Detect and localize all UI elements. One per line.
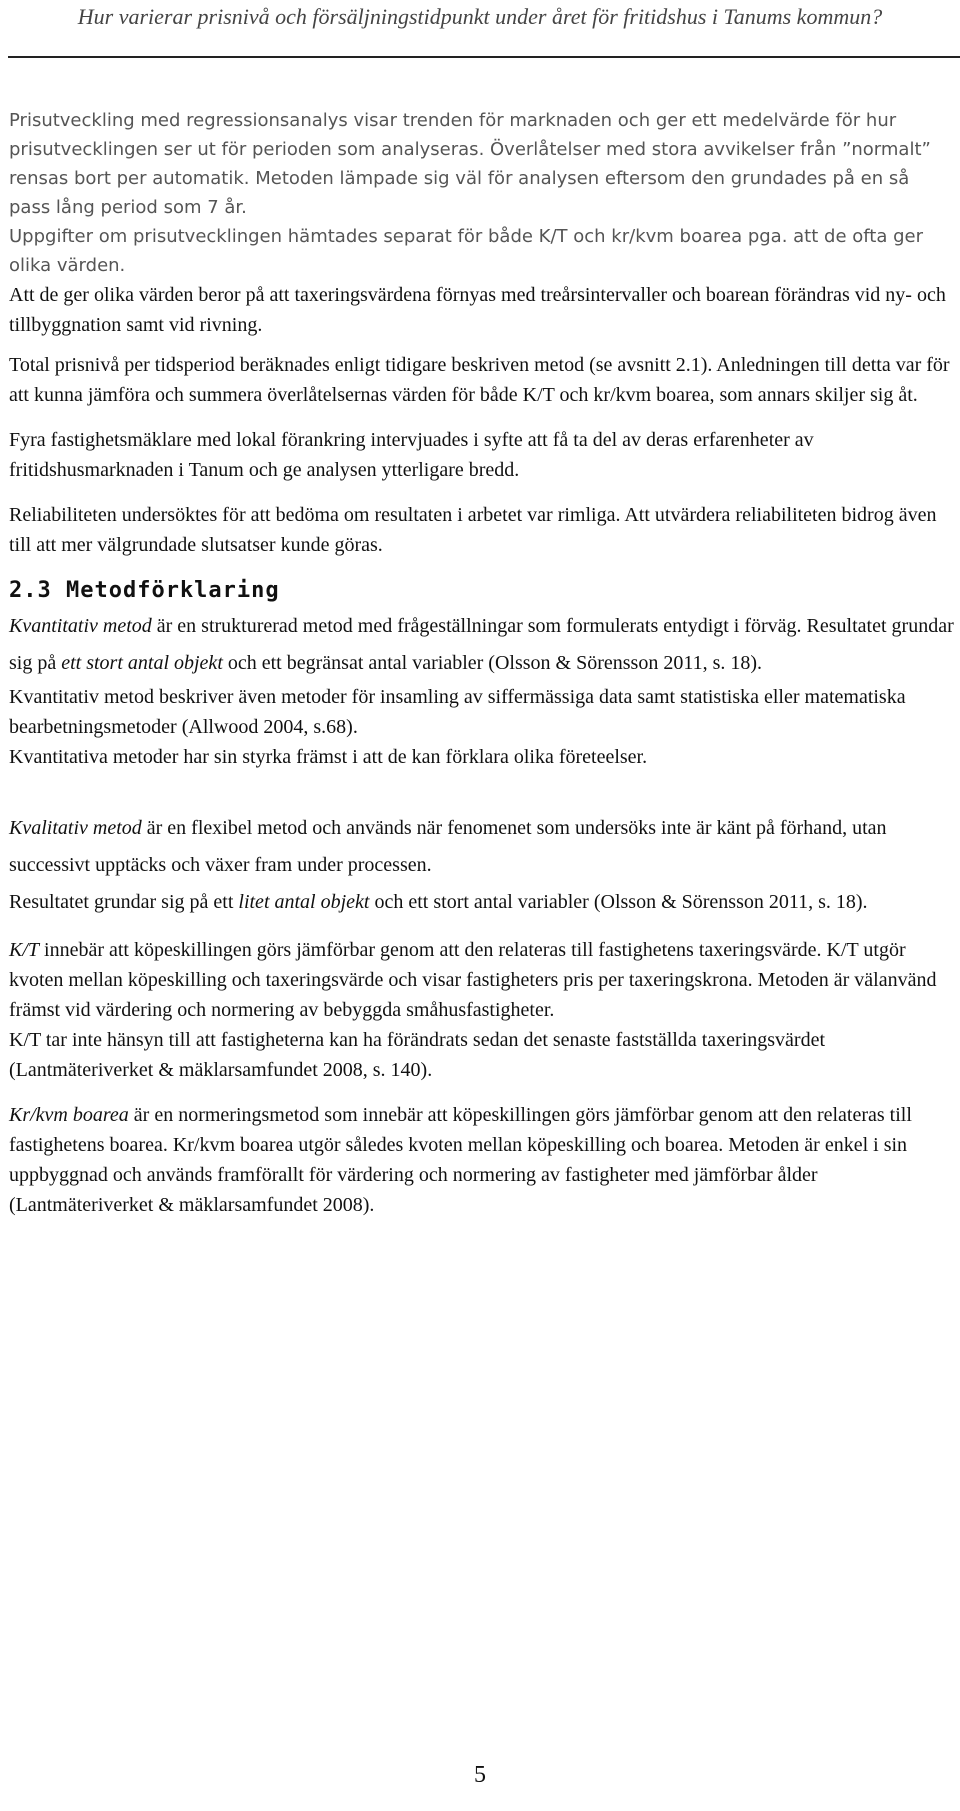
paragraph-price-data-sources: Uppgifter om prisutvecklingen hämtades separat för både K/T och kr/kvm boarea pga. att de ofta ger olika värden. — [9, 226, 923, 276]
paragraph-qualitative-result — [9, 884, 954, 920]
qualitative-result-text-b: och ett stort antal variabler (Olsson & Sörensson 2011, s. 18). — [369, 891, 868, 913]
paragraph-kt-limitation: K/T tar inte hänsyn till att fastigheterna kan ha förändrats sedan det senaste fastställda taxeringsvärdet (Lantmäteriverket & mäklarsamfundet 2008, s. 140). — [9, 1029, 826, 1081]
quantitative-text-a: är en strukturerad metod med frågeställningar som formulerats entydigt i förväg. Resultatet grundar sig på — [9, 615, 954, 674]
qualitative-text: är en flexibel metod och används när fenomenet som undersöks inte är känt på förhand, utan successivt upptäcks och växer fram under processen. — [9, 817, 887, 876]
paragraph-kt-definition — [9, 935, 954, 1025]
paragraph-regression-analysis: Prisutveckling med regressionsanalys visar trenden för marknaden och ger ett medelvärde för hur prisutvecklingen ser ut för perioden som analyseras. Överlåtelser med stora avvikelser från ”normalt” rensas bort per automatik. Metoden lämpade sig väl för analysen eftersom den grundades på en så pass lång period som 7 år. — [9, 110, 931, 218]
emphasis-few-objects: litet antal objekt — [238, 891, 370, 913]
header-divider — [8, 56, 960, 58]
kt-definition-text: innebär att köpeskillingen görs jämförbar genom att den relateras till fastighetens taxeringsvärde. K/T utgör kvoten mellan köpeskilling och taxeringsvärde och visar fastigheters pris per taxeringskrona. Metoden är välanvänd främst vid värdering och normering av bebyggda småhusfastigheter. — [9, 939, 937, 1021]
paragraph-reliability: Reliabiliteten undersöktes för att bedöma om resultaten i arbetet var rimliga. Att utvärdera reliabiliteten bidrog även till att mer välgrundade slutsatser kunde göras. — [9, 504, 937, 556]
paragraph-quantitative-strength: Kvantitativa metoder har sin styrka främst i att de kan förklara olika företeelser. — [9, 746, 648, 768]
term-qualitative-method: Kvalitativ metod — [9, 817, 142, 839]
kr-kvm-definition-text: är en normeringsmetod som innebär att köpeskillingen görs jämförbar genom att den relateras till fastighetens boarea. Kr/kvm boarea utgör således kvoten mellan köpeskilling och boarea. Metoden är enkel i sin uppbyggnad och används framförallt för värdering och normering av fastigheter med jämförbar ålder (Lantmäteriverket & mäklarsamfundet 2008). — [9, 1104, 912, 1216]
paragraph-value-differences: Att de ger olika värden beror på att taxeringsvärdena förnyas med treårsintervaller och boarean förändras vid ny- och tillbyggnation samt vid rivning. — [9, 284, 946, 336]
paragraph-quantitative-method — [9, 608, 954, 682]
paragraph-quantitative-data-collection: Kvantitativ metod beskriver även metoder för insamling av siffermässiga data samt statistiska eller matematiska bearbetningsmetoder (Allwood 2004, s.68). — [9, 686, 906, 738]
document-body — [9, 106, 954, 1220]
term-quantitative-method: Kvantitativ metod — [9, 615, 152, 637]
paragraph-broker-interviews: Fyra fastighetsmäklare med lokal förankring intervjuades i syfte att få ta del av deras erfarenheter av fritidshusmarknaden i Tanum och ge analysen ytterligare bredd. — [9, 429, 814, 481]
running-header: Hur varierar prisnivå och försäljningstidpunkt under året för fritidshus i Tanums kommun? — [77, 4, 883, 29]
term-kt: K/T — [9, 939, 40, 961]
qualitative-result-text-a: Resultatet grundar sig på ett — [9, 891, 239, 913]
paragraph-kr-kvm-definition — [9, 1100, 954, 1220]
quantitative-text-b: och ett begränsat antal variabler (Olsson & Sörensson 2011, s. 18). — [222, 652, 763, 674]
paragraph-qualitative-method — [9, 810, 954, 884]
emphasis-many-objects: ett stort antal objekt — [61, 652, 223, 674]
page-number: 5 — [474, 1762, 486, 1788]
paragraph-total-price-level: Total prisnivå per tidsperiod beräknades enligt tidigare beskriven metod (se avsnitt 2.1). Anledningen till detta var för att kunna jämföra och summera överlåtelsernas värden för både K/T och kr/kvm boarea, som annars skiljer sig åt. — [9, 354, 950, 406]
section-heading: 2.3 Metodförklaring — [9, 578, 280, 603]
term-kr-kvm-boarea: Kr/kvm boarea — [9, 1104, 129, 1126]
